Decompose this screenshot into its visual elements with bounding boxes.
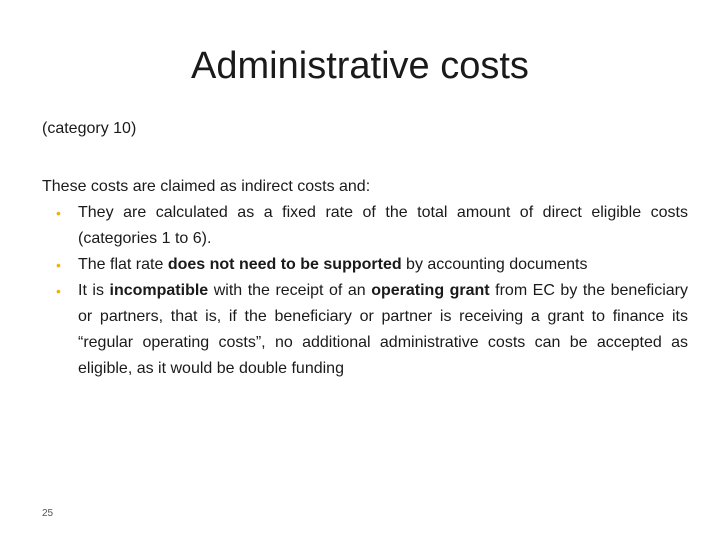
bullet-dot-icon: • — [56, 257, 61, 273]
bullet-text-bold-2: operating grant — [371, 282, 490, 299]
bullet-dot-icon: • — [56, 205, 61, 221]
bullet-list — [42, 200, 688, 382]
bullet-text-post: by accounting documents — [401, 256, 588, 273]
bullet-text-post: from EC by the beneficiary or partners, that is, if the beneficiary or partner is receiving a grant to finance its “regular operating costs”, no additional administrative costs can be accepted as eligible, as it would be double funding — [78, 282, 688, 377]
bullet-text-pre: The flat rate — [78, 256, 168, 273]
bullet-text-bold: does not need to be supported — [167, 256, 402, 273]
bullet-text: They are calculated as a fixed rate of the total amount of direct eligible costs (categories 1 to 6). — [78, 204, 688, 247]
slide-title: Administrative costs — [191, 45, 529, 87]
slide-body — [42, 174, 688, 382]
slide-subtitle: (category 10) — [42, 120, 137, 137]
bullet-text-mid: with the receipt of an — [208, 282, 372, 299]
page-number: 25 — [42, 508, 54, 519]
bullet-text-bold: incompatible — [109, 282, 209, 299]
bullet-dot-icon: • — [56, 283, 61, 299]
intro-text: These costs are claimed as indirect costs and: — [42, 178, 371, 195]
bullet-item — [42, 278, 688, 382]
bullet-item — [42, 200, 688, 252]
bullet-text-pre: It is — [78, 282, 110, 299]
bullet-item — [42, 252, 688, 278]
